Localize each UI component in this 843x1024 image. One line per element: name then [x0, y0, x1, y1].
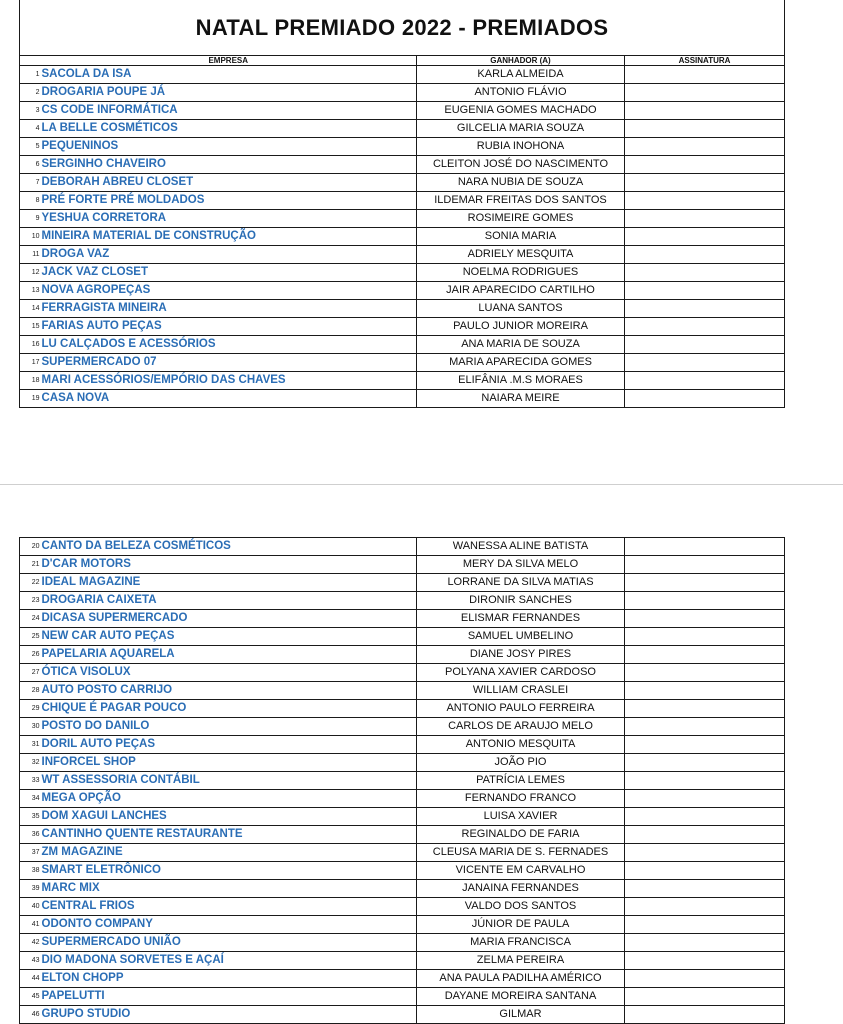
row-number: 37	[20, 844, 41, 862]
row-number: 4	[20, 120, 41, 138]
winner-name: GILCELIA MARIA SOUZA	[417, 120, 625, 138]
company-name: MEGA OPÇÃO	[41, 790, 417, 808]
table-row	[20, 844, 785, 862]
company-name: CANTO DA BELEZA COSMÉTICOS	[41, 538, 417, 556]
signature-cell	[625, 390, 785, 408]
row-number: 24	[20, 610, 41, 628]
signature-cell	[625, 556, 785, 574]
table-row	[20, 210, 785, 228]
table-row	[20, 228, 785, 246]
signature-cell	[625, 210, 785, 228]
signature-cell	[625, 826, 785, 844]
table-row	[20, 934, 785, 952]
winner-name: JAIR APARECIDO CARTILHO	[417, 282, 625, 300]
company-name: INFORCEL SHOP	[41, 754, 417, 772]
signature-cell	[625, 538, 785, 556]
table-body-top	[20, 66, 785, 408]
table-row	[20, 736, 785, 754]
row-number: 9	[20, 210, 41, 228]
company-name: DROGARIA POUPE JÁ	[41, 84, 417, 102]
winner-name: EUGENIA GOMES MACHADO	[417, 102, 625, 120]
signature-cell	[625, 952, 785, 970]
winner-name: ADRIELY MESQUITA	[417, 246, 625, 264]
row-number: 44	[20, 970, 41, 988]
signature-cell	[625, 1006, 785, 1024]
winner-name: ROSIMEIRE GOMES	[417, 210, 625, 228]
winner-name: GILMAR	[417, 1006, 625, 1024]
row-number: 6	[20, 156, 41, 174]
signature-cell	[625, 84, 785, 102]
signature-cell	[625, 264, 785, 282]
winner-name: ANTONIO FLÁVIO	[417, 84, 625, 102]
signature-cell	[625, 664, 785, 682]
table-row	[20, 952, 785, 970]
row-number: 5	[20, 138, 41, 156]
title-row	[20, 0, 785, 56]
company-name: DICASA SUPERMERCADO	[41, 610, 417, 628]
company-name: D'CAR MOTORS	[41, 556, 417, 574]
signature-cell	[625, 646, 785, 664]
signature-cell	[625, 808, 785, 826]
signature-cell	[625, 174, 785, 192]
table-row	[20, 1006, 785, 1024]
table-row	[20, 916, 785, 934]
table-row	[20, 988, 785, 1006]
winner-name: SONIA MARIA	[417, 228, 625, 246]
company-name: DOM XAGUI LANCHES	[41, 808, 417, 826]
winner-name: ANA MARIA DE SOUZA	[417, 336, 625, 354]
table-row	[20, 610, 785, 628]
signature-cell	[625, 916, 785, 934]
table-row	[20, 318, 785, 336]
row-number: 7	[20, 174, 41, 192]
row-number: 19	[20, 390, 41, 408]
row-number: 14	[20, 300, 41, 318]
table-row	[20, 718, 785, 736]
signature-cell	[625, 228, 785, 246]
company-name: CHIQUE É PAGAR POUCO	[41, 700, 417, 718]
row-number: 17	[20, 354, 41, 372]
signature-cell	[625, 336, 785, 354]
company-name: PRÉ FORTE PRÉ MOLDADOS	[41, 192, 417, 210]
winner-name: CLEUSA MARIA DE S. FERNADES	[417, 844, 625, 862]
signature-cell	[625, 700, 785, 718]
company-name: POSTO DO DANILO	[41, 718, 417, 736]
row-number: 20	[20, 538, 41, 556]
signature-cell	[625, 988, 785, 1006]
company-name: WT ASSESSORIA CONTÁBIL	[41, 772, 417, 790]
company-name: CS CODE INFORMÁTICA	[41, 102, 417, 120]
row-number: 33	[20, 772, 41, 790]
row-number: 12	[20, 264, 41, 282]
table-row	[20, 592, 785, 610]
table-row	[20, 282, 785, 300]
row-number: 45	[20, 988, 41, 1006]
table-row	[20, 826, 785, 844]
table-row	[20, 646, 785, 664]
company-name: SUPERMERCADO UNIÃO	[41, 934, 417, 952]
winner-name: REGINALDO DE FARIA	[417, 826, 625, 844]
company-name: MARC MIX	[41, 880, 417, 898]
winner-name: JOÃO PIO	[417, 754, 625, 772]
signature-cell	[625, 898, 785, 916]
signature-cell	[625, 862, 785, 880]
company-name: YESHUA CORRETORA	[41, 210, 417, 228]
signature-cell	[625, 790, 785, 808]
table-row	[20, 84, 785, 102]
row-number: 3	[20, 102, 41, 120]
winner-name: CLEITON JOSÉ DO NASCIMENTO	[417, 156, 625, 174]
signature-cell	[625, 138, 785, 156]
row-number: 16	[20, 336, 41, 354]
table-row	[20, 246, 785, 264]
signature-cell	[625, 970, 785, 988]
winner-name: PATRÍCIA LEMES	[417, 772, 625, 790]
company-name: NOVA AGROPEÇAS	[41, 282, 417, 300]
company-name: ÓTICA VISOLUX	[41, 664, 417, 682]
row-number: 22	[20, 574, 41, 592]
company-name: DIO MADONA SORVETES E AÇAÍ	[41, 952, 417, 970]
company-name: ODONTO COMPANY	[41, 916, 417, 934]
company-name: FERRAGISTA MINEIRA	[41, 300, 417, 318]
company-name: MARI ACESSÓRIOS/EMPÓRIO DAS CHAVES	[41, 372, 417, 390]
header-empresa: EMPRESA	[41, 56, 417, 66]
table-row	[20, 336, 785, 354]
company-name: CASA NOVA	[41, 390, 417, 408]
table-row	[20, 264, 785, 282]
table-row	[20, 390, 785, 408]
winner-name: NOELMA RODRIGUES	[417, 264, 625, 282]
company-name: GRUPO STUDIO	[41, 1006, 417, 1024]
signature-cell	[625, 246, 785, 264]
row-number: 36	[20, 826, 41, 844]
table-row	[20, 682, 785, 700]
winner-name: POLYANA XAVIER CARDOSO	[417, 664, 625, 682]
table-row	[20, 174, 785, 192]
winner-name: CARLOS DE ARAUJO MELO	[417, 718, 625, 736]
table-row	[20, 556, 785, 574]
row-number: 26	[20, 646, 41, 664]
winner-name: MARIA APARECIDA GOMES	[417, 354, 625, 372]
company-name: JACK VAZ CLOSET	[41, 264, 417, 282]
company-name: DROGA VAZ	[41, 246, 417, 264]
winner-name: MERY DA SILVA MELO	[417, 556, 625, 574]
row-number: 1	[20, 66, 41, 84]
company-name: SACOLA DA ISA	[41, 66, 417, 84]
table-row	[20, 898, 785, 916]
company-name: FARIAS AUTO PEÇAS	[41, 318, 417, 336]
table-row	[20, 156, 785, 174]
winner-name: ELISMAR FERNANDES	[417, 610, 625, 628]
winner-name: LUANA SANTOS	[417, 300, 625, 318]
row-number: 31	[20, 736, 41, 754]
table-row	[20, 66, 785, 84]
row-number: 10	[20, 228, 41, 246]
company-name: LA BELLE COSMÉTICOS	[41, 120, 417, 138]
table-row	[20, 120, 785, 138]
table-row	[20, 192, 785, 210]
winner-name: ILDEMAR FREITAS DOS SANTOS	[417, 192, 625, 210]
company-name: IDEAL MAGAZINE	[41, 574, 417, 592]
signature-cell	[625, 610, 785, 628]
winner-name: JÚNIOR DE PAULA	[417, 916, 625, 934]
winner-name: VALDO DOS SANTOS	[417, 898, 625, 916]
table-row	[20, 664, 785, 682]
signature-cell	[625, 372, 785, 390]
signature-cell	[625, 102, 785, 120]
row-number: 21	[20, 556, 41, 574]
winner-name: KARLA ALMEIDA	[417, 66, 625, 84]
table-body-bottom	[20, 538, 785, 1024]
company-name: SMART ELETRÔNICO	[41, 862, 417, 880]
table-row	[20, 790, 785, 808]
winner-name: WILLIAM CRASLEI	[417, 682, 625, 700]
signature-cell	[625, 844, 785, 862]
row-number: 30	[20, 718, 41, 736]
winner-name: NARA NUBIA DE SOUZA	[417, 174, 625, 192]
company-name: DROGARIA CAIXETA	[41, 592, 417, 610]
table-row	[20, 628, 785, 646]
row-number: 43	[20, 952, 41, 970]
row-number: 42	[20, 934, 41, 952]
signature-cell	[625, 574, 785, 592]
page-divider	[0, 484, 843, 485]
header-assinatura: ASSINATURA	[625, 56, 785, 66]
company-name: ZM MAGAZINE	[41, 844, 417, 862]
row-number: 13	[20, 282, 41, 300]
table-row	[20, 880, 785, 898]
winners-table-page-2	[19, 537, 785, 1024]
table-row	[20, 102, 785, 120]
signature-cell	[625, 934, 785, 952]
signature-cell	[625, 592, 785, 610]
row-number: 32	[20, 754, 41, 772]
table-row	[20, 700, 785, 718]
row-number: 40	[20, 898, 41, 916]
header-ganhador: GANHADOR (A)	[417, 56, 625, 66]
winner-name: LORRANE DA SILVA MATIAS	[417, 574, 625, 592]
row-number: 35	[20, 808, 41, 826]
table-row	[20, 372, 785, 390]
company-name: SERGINHO CHAVEIRO	[41, 156, 417, 174]
table-row	[20, 300, 785, 318]
winner-name: JANAINA FERNANDES	[417, 880, 625, 898]
company-name: PEQUENINOS	[41, 138, 417, 156]
company-name: CENTRAL FRIOS	[41, 898, 417, 916]
row-number: 46	[20, 1006, 41, 1024]
winners-table-page-1	[19, 0, 785, 408]
winner-name: ZELMA PEREIRA	[417, 952, 625, 970]
winner-name: ANA PAULA PADILHA AMÉRICO	[417, 970, 625, 988]
winner-name: DAYANE MOREIRA SANTANA	[417, 988, 625, 1006]
row-number: 23	[20, 592, 41, 610]
table-row	[20, 538, 785, 556]
signature-cell	[625, 120, 785, 138]
company-name: ELTON CHOPP	[41, 970, 417, 988]
row-number: 15	[20, 318, 41, 336]
table-row	[20, 808, 785, 826]
winner-name: DIRONIR SANCHES	[417, 592, 625, 610]
signature-cell	[625, 318, 785, 336]
table-row	[20, 772, 785, 790]
row-number: 28	[20, 682, 41, 700]
company-name: CANTINHO QUENTE RESTAURANTE	[41, 826, 417, 844]
header-number	[20, 56, 41, 66]
signature-cell	[625, 736, 785, 754]
table-row	[20, 970, 785, 988]
signature-cell	[625, 354, 785, 372]
signature-cell	[625, 156, 785, 174]
signature-cell	[625, 880, 785, 898]
signature-cell	[625, 192, 785, 210]
winner-name: SAMUEL UMBELINO	[417, 628, 625, 646]
row-number: 8	[20, 192, 41, 210]
winner-name: VICENTE EM CARVALHO	[417, 862, 625, 880]
signature-cell	[625, 282, 785, 300]
company-name: DORIL AUTO PEÇAS	[41, 736, 417, 754]
row-number: 29	[20, 700, 41, 718]
signature-cell	[625, 718, 785, 736]
page-title: NATAL PREMIADO 2022 - PREMIADOS	[20, 0, 785, 56]
signature-cell	[625, 628, 785, 646]
row-number: 39	[20, 880, 41, 898]
winner-name: DIANE JOSY PIRES	[417, 646, 625, 664]
winner-name: RUBIA INOHONA	[417, 138, 625, 156]
company-name: SUPERMERCADO 07	[41, 354, 417, 372]
company-name: AUTO POSTO CARRIJO	[41, 682, 417, 700]
row-number: 18	[20, 372, 41, 390]
company-name: MINEIRA MATERIAL DE CONSTRUÇÃO	[41, 228, 417, 246]
row-number: 38	[20, 862, 41, 880]
table-row	[20, 138, 785, 156]
company-name: PAPELARIA AQUARELA	[41, 646, 417, 664]
company-name: DEBORAH ABREU CLOSET	[41, 174, 417, 192]
header-row	[20, 56, 785, 66]
row-number: 41	[20, 916, 41, 934]
table-row	[20, 354, 785, 372]
signature-cell	[625, 754, 785, 772]
winner-name: MARIA FRANCISCA	[417, 934, 625, 952]
winner-name: ANTONIO MESQUITA	[417, 736, 625, 754]
winner-name: PAULO JUNIOR MOREIRA	[417, 318, 625, 336]
winner-name: FERNANDO FRANCO	[417, 790, 625, 808]
signature-cell	[625, 772, 785, 790]
row-number: 27	[20, 664, 41, 682]
company-name: NEW CAR AUTO PEÇAS	[41, 628, 417, 646]
row-number: 2	[20, 84, 41, 102]
table-row	[20, 574, 785, 592]
winner-name: NAIARA MEIRE	[417, 390, 625, 408]
winner-name: LUISA XAVIER	[417, 808, 625, 826]
signature-cell	[625, 66, 785, 84]
row-number: 34	[20, 790, 41, 808]
winner-name: ELIFÂNIA .M.S MORAES	[417, 372, 625, 390]
row-number: 11	[20, 246, 41, 264]
signature-cell	[625, 682, 785, 700]
winner-name: ANTONIO PAULO FERREIRA	[417, 700, 625, 718]
table-row	[20, 862, 785, 880]
winner-name: WANESSA ALINE BATISTA	[417, 538, 625, 556]
company-name: PAPELUTTI	[41, 988, 417, 1006]
row-number: 25	[20, 628, 41, 646]
table-row	[20, 754, 785, 772]
company-name: LU CALÇADOS E ACESSÓRIOS	[41, 336, 417, 354]
signature-cell	[625, 300, 785, 318]
